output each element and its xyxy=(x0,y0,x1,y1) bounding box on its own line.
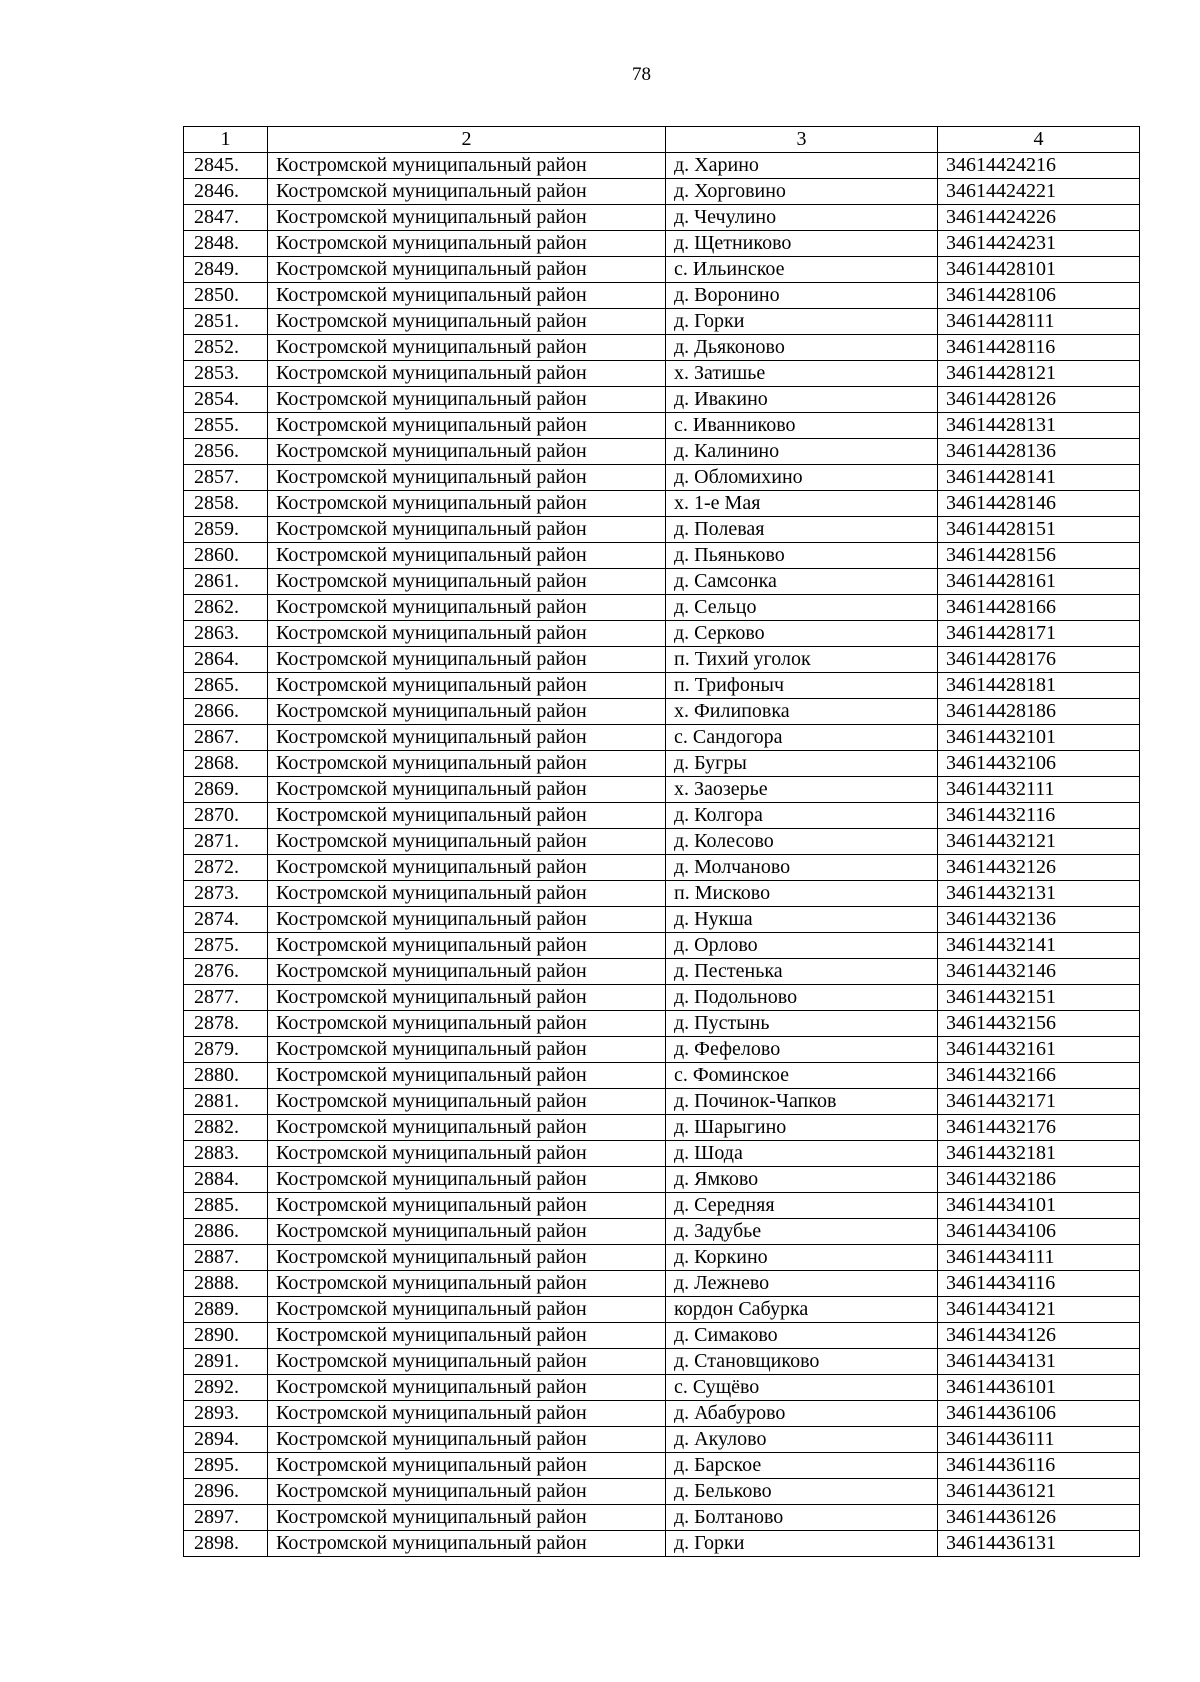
oktmo-code: 34614432181 xyxy=(938,1141,1140,1167)
district-name: Костромской муниципальный район xyxy=(268,1115,666,1141)
settlement-name: д. Бельково xyxy=(666,1479,938,1505)
district-name: Костромской муниципальный район xyxy=(268,751,666,777)
row-number: 2850. xyxy=(184,283,268,309)
oktmo-code: 34614432116 xyxy=(938,803,1140,829)
oktmo-code: 34614432176 xyxy=(938,1115,1140,1141)
table-row xyxy=(184,907,1140,933)
oktmo-code: 34614428131 xyxy=(938,413,1140,439)
row-number: 2892. xyxy=(184,1375,268,1401)
row-number: 2885. xyxy=(184,1193,268,1219)
oktmo-code: 34614436116 xyxy=(938,1453,1140,1479)
district-name: Костромской муниципальный район xyxy=(268,1401,666,1427)
district-name: Костромской муниципальный район xyxy=(268,881,666,907)
table-row xyxy=(184,1427,1140,1453)
table-row xyxy=(184,777,1140,803)
table-row xyxy=(184,621,1140,647)
oktmo-code: 34614434101 xyxy=(938,1193,1140,1219)
table-row xyxy=(184,465,1140,491)
table-row xyxy=(184,1037,1140,1063)
settlement-name: д. Молчаново xyxy=(666,855,938,881)
district-name: Костромской муниципальный район xyxy=(268,1193,666,1219)
settlement-name: д. Пьяньково xyxy=(666,543,938,569)
row-number: 2882. xyxy=(184,1115,268,1141)
oktmo-code: 34614432131 xyxy=(938,881,1140,907)
district-name: Костромской муниципальный район xyxy=(268,777,666,803)
district-name: Костромской муниципальный район xyxy=(268,1297,666,1323)
district-name: Костромской муниципальный район xyxy=(268,309,666,335)
row-number: 2853. xyxy=(184,361,268,387)
table-row xyxy=(184,855,1140,881)
row-number: 2848. xyxy=(184,231,268,257)
table-row xyxy=(184,1349,1140,1375)
oktmo-code: 34614436121 xyxy=(938,1479,1140,1505)
settlement-name: д. Орлово xyxy=(666,933,938,959)
settlement-name: д. Пестенька xyxy=(666,959,938,985)
oktmo-code: 34614428176 xyxy=(938,647,1140,673)
header-cell-3: 3 xyxy=(666,127,938,153)
table-row xyxy=(184,1167,1140,1193)
district-name: Костромской муниципальный район xyxy=(268,179,666,205)
row-number: 2887. xyxy=(184,1245,268,1271)
row-number: 2846. xyxy=(184,179,268,205)
oktmo-code: 34614434121 xyxy=(938,1297,1140,1323)
settlements-table xyxy=(183,126,1140,1557)
district-name: Костромской муниципальный район xyxy=(268,257,666,283)
row-number: 2879. xyxy=(184,1037,268,1063)
oktmo-code: 34614434116 xyxy=(938,1271,1140,1297)
district-name: Костромской муниципальный район xyxy=(268,491,666,517)
oktmo-code: 34614432136 xyxy=(938,907,1140,933)
header-cell-2: 2 xyxy=(268,127,666,153)
table-row xyxy=(184,1479,1140,1505)
table-row xyxy=(184,179,1140,205)
settlement-name: д. Починок-Чапков xyxy=(666,1089,938,1115)
oktmo-code: 34614436131 xyxy=(938,1531,1140,1557)
district-name: Костромской муниципальный район xyxy=(268,283,666,309)
settlement-name: д. Сельцо xyxy=(666,595,938,621)
oktmo-code: 34614434111 xyxy=(938,1245,1140,1271)
settlement-name: х. Заозерье xyxy=(666,777,938,803)
row-number: 2878. xyxy=(184,1011,268,1037)
table-row xyxy=(184,1063,1140,1089)
table-row xyxy=(184,1115,1140,1141)
settlement-name: д. Ямково xyxy=(666,1167,938,1193)
row-number: 2870. xyxy=(184,803,268,829)
settlement-name: д. Середняя xyxy=(666,1193,938,1219)
district-name: Костромской муниципальный район xyxy=(268,1453,666,1479)
row-number: 2869. xyxy=(184,777,268,803)
oktmo-code: 34614428171 xyxy=(938,621,1140,647)
oktmo-code: 34614432101 xyxy=(938,725,1140,751)
settlement-name: д. Горки xyxy=(666,309,938,335)
oktmo-code: 34614428166 xyxy=(938,595,1140,621)
settlement-name: д. Болтаново xyxy=(666,1505,938,1531)
district-name: Костромской муниципальный район xyxy=(268,621,666,647)
settlement-name: д. Становщиково xyxy=(666,1349,938,1375)
table-row xyxy=(184,283,1140,309)
oktmo-code: 34614434106 xyxy=(938,1219,1140,1245)
oktmo-code: 34614428146 xyxy=(938,491,1140,517)
settlement-name: с. Сандогора xyxy=(666,725,938,751)
row-number: 2856. xyxy=(184,439,268,465)
settlement-name: д. Воронино xyxy=(666,283,938,309)
oktmo-code: 34614428136 xyxy=(938,439,1140,465)
district-name: Костромской муниципальный район xyxy=(268,1505,666,1531)
oktmo-code: 34614428111 xyxy=(938,309,1140,335)
district-name: Костромской муниципальный район xyxy=(268,361,666,387)
table-row xyxy=(184,205,1140,231)
row-number: 2898. xyxy=(184,1531,268,1557)
district-name: Костромской муниципальный район xyxy=(268,569,666,595)
table-row xyxy=(184,1271,1140,1297)
row-number: 2872. xyxy=(184,855,268,881)
settlement-name: д. Шода xyxy=(666,1141,938,1167)
settlement-name: д. Горки xyxy=(666,1531,938,1557)
district-name: Костромской муниципальный район xyxy=(268,335,666,361)
row-number: 2863. xyxy=(184,621,268,647)
settlement-name: с. Ильинское xyxy=(666,257,938,283)
district-name: Костромской муниципальный район xyxy=(268,959,666,985)
settlement-name: д. Бугры xyxy=(666,751,938,777)
row-number: 2864. xyxy=(184,647,268,673)
oktmo-code: 34614428121 xyxy=(938,361,1140,387)
row-number: 2875. xyxy=(184,933,268,959)
settlement-name: с. Иванниково xyxy=(666,413,938,439)
settlement-name: д. Лежнево xyxy=(666,1271,938,1297)
row-number: 2873. xyxy=(184,881,268,907)
table-row xyxy=(184,1193,1140,1219)
table-header-row xyxy=(184,127,1140,153)
oktmo-code: 34614428156 xyxy=(938,543,1140,569)
row-number: 2854. xyxy=(184,387,268,413)
row-number: 2894. xyxy=(184,1427,268,1453)
row-number: 2884. xyxy=(184,1167,268,1193)
district-name: Костромской муниципальный район xyxy=(268,1427,666,1453)
oktmo-code: 34614424221 xyxy=(938,179,1140,205)
district-name: Костромской муниципальный район xyxy=(268,1375,666,1401)
oktmo-code: 34614432126 xyxy=(938,855,1140,881)
oktmo-code: 34614434126 xyxy=(938,1323,1140,1349)
table-row xyxy=(184,543,1140,569)
row-number: 2859. xyxy=(184,517,268,543)
settlement-name: д. Подольново xyxy=(666,985,938,1011)
district-name: Костромской муниципальный район xyxy=(268,1479,666,1505)
table-row xyxy=(184,335,1140,361)
row-number: 2893. xyxy=(184,1401,268,1427)
district-name: Костромской муниципальный район xyxy=(268,725,666,751)
row-number: 2855. xyxy=(184,413,268,439)
row-number: 2880. xyxy=(184,1063,268,1089)
district-name: Костромской муниципальный район xyxy=(268,543,666,569)
table-row xyxy=(184,153,1140,179)
district-name: Костромской муниципальный район xyxy=(268,1219,666,1245)
settlement-name: х. 1-е Мая xyxy=(666,491,938,517)
settlement-name: д. Задубье xyxy=(666,1219,938,1245)
settlement-name: д. Нукша xyxy=(666,907,938,933)
settlement-name: д. Хорговино xyxy=(666,179,938,205)
table-row xyxy=(184,725,1140,751)
table-row xyxy=(184,1245,1140,1271)
oktmo-code: 34614432121 xyxy=(938,829,1140,855)
settlement-name: д. Калинино xyxy=(666,439,938,465)
row-number: 2890. xyxy=(184,1323,268,1349)
table-row xyxy=(184,361,1140,387)
oktmo-code: 34614432166 xyxy=(938,1063,1140,1089)
district-name: Костромской муниципальный район xyxy=(268,1063,666,1089)
table-row xyxy=(184,881,1140,907)
settlement-name: д. Симаково xyxy=(666,1323,938,1349)
settlement-name: д. Самсонка xyxy=(666,569,938,595)
page-number: 78 xyxy=(632,64,651,85)
oktmo-code: 34614428186 xyxy=(938,699,1140,725)
row-number: 2891. xyxy=(184,1349,268,1375)
oktmo-code: 34614428161 xyxy=(938,569,1140,595)
header-cell-4: 4 xyxy=(938,127,1140,153)
settlement-name: д. Барское xyxy=(666,1453,938,1479)
settlement-name: х. Затишье xyxy=(666,361,938,387)
table-row xyxy=(184,829,1140,855)
row-number: 2852. xyxy=(184,335,268,361)
settlement-name: д. Коркино xyxy=(666,1245,938,1271)
district-name: Костромской муниципальный район xyxy=(268,829,666,855)
table-row xyxy=(184,1141,1140,1167)
row-number: 2862. xyxy=(184,595,268,621)
row-number: 2874. xyxy=(184,907,268,933)
oktmo-code: 34614428141 xyxy=(938,465,1140,491)
oktmo-code: 34614436101 xyxy=(938,1375,1140,1401)
table-row xyxy=(184,595,1140,621)
row-number: 2895. xyxy=(184,1453,268,1479)
row-number: 2860. xyxy=(184,543,268,569)
table-row xyxy=(184,1375,1140,1401)
district-name: Костромской муниципальный район xyxy=(268,647,666,673)
row-number: 2867. xyxy=(184,725,268,751)
settlement-name: д. Акулово xyxy=(666,1427,938,1453)
row-number: 2866. xyxy=(184,699,268,725)
district-name: Костромской муниципальный район xyxy=(268,387,666,413)
table-row xyxy=(184,933,1140,959)
settlement-name: д. Обломихино xyxy=(666,465,938,491)
oktmo-code: 34614432171 xyxy=(938,1089,1140,1115)
table-row xyxy=(184,1323,1140,1349)
table-row xyxy=(184,985,1140,1011)
district-name: Костромской муниципальный район xyxy=(268,1141,666,1167)
row-number: 2877. xyxy=(184,985,268,1011)
row-number: 2858. xyxy=(184,491,268,517)
settlement-name: п. Трифоныч xyxy=(666,673,938,699)
oktmo-code: 34614436106 xyxy=(938,1401,1140,1427)
settlement-name: х. Филиповка xyxy=(666,699,938,725)
settlement-name: д. Серково xyxy=(666,621,938,647)
oktmo-code: 34614424226 xyxy=(938,205,1140,231)
oktmo-code: 34614428101 xyxy=(938,257,1140,283)
oktmo-code: 34614432186 xyxy=(938,1167,1140,1193)
row-number: 2857. xyxy=(184,465,268,491)
district-name: Костромской муниципальный район xyxy=(268,907,666,933)
table-row xyxy=(184,1531,1140,1557)
table-row xyxy=(184,569,1140,595)
district-name: Костромской муниципальный район xyxy=(268,153,666,179)
header-cell-1: 1 xyxy=(184,127,268,153)
district-name: Костромской муниципальный район xyxy=(268,439,666,465)
oktmo-code: 34614428106 xyxy=(938,283,1140,309)
district-name: Костромской муниципальный район xyxy=(268,1245,666,1271)
settlement-name: д. Харино xyxy=(666,153,938,179)
row-number: 2876. xyxy=(184,959,268,985)
settlement-name: кордон Сабурка xyxy=(666,1297,938,1323)
settlement-name: д. Колгора xyxy=(666,803,938,829)
row-number: 2865. xyxy=(184,673,268,699)
settlement-name: д. Щетниково xyxy=(666,231,938,257)
district-name: Костромской муниципальный район xyxy=(268,1089,666,1115)
table-row xyxy=(184,1089,1140,1115)
row-number: 2845. xyxy=(184,153,268,179)
oktmo-code: 34614432146 xyxy=(938,959,1140,985)
district-name: Костромской муниципальный район xyxy=(268,413,666,439)
table-row xyxy=(184,1453,1140,1479)
row-number: 2868. xyxy=(184,751,268,777)
settlement-name: д. Абабурово xyxy=(666,1401,938,1427)
district-name: Костромской муниципальный район xyxy=(268,673,666,699)
row-number: 2847. xyxy=(184,205,268,231)
table-row xyxy=(184,1401,1140,1427)
settlement-name: п. Мисково xyxy=(666,881,938,907)
table-row xyxy=(184,1219,1140,1245)
district-name: Костромской муниципальный район xyxy=(268,205,666,231)
table-row xyxy=(184,413,1140,439)
table-body xyxy=(184,153,1140,1557)
oktmo-code: 34614428116 xyxy=(938,335,1140,361)
table-row xyxy=(184,491,1140,517)
district-name: Костромской муниципальный район xyxy=(268,595,666,621)
district-name: Костромской муниципальный район xyxy=(268,1011,666,1037)
row-number: 2851. xyxy=(184,309,268,335)
row-number: 2889. xyxy=(184,1297,268,1323)
district-name: Костромской муниципальный район xyxy=(268,803,666,829)
oktmo-code: 34614432161 xyxy=(938,1037,1140,1063)
table-row xyxy=(184,309,1140,335)
table-row xyxy=(184,1011,1140,1037)
district-name: Костромской муниципальный район xyxy=(268,933,666,959)
row-number: 2883. xyxy=(184,1141,268,1167)
settlement-name: д. Ивакино xyxy=(666,387,938,413)
table-row xyxy=(184,673,1140,699)
district-name: Костромской муниципальный район xyxy=(268,517,666,543)
table-row xyxy=(184,387,1140,413)
district-name: Костромской муниципальный район xyxy=(268,465,666,491)
table-row xyxy=(184,803,1140,829)
settlement-name: д. Шарыгино xyxy=(666,1115,938,1141)
table-row xyxy=(184,959,1140,985)
row-number: 2861. xyxy=(184,569,268,595)
district-name: Костромской муниципальный район xyxy=(268,1349,666,1375)
district-name: Костромской муниципальный район xyxy=(268,855,666,881)
district-name: Костромской муниципальный район xyxy=(268,699,666,725)
district-name: Костромской муниципальный район xyxy=(268,1271,666,1297)
settlement-name: п. Тихий уголок xyxy=(666,647,938,673)
table-row xyxy=(184,751,1140,777)
oktmo-code: 34614424216 xyxy=(938,153,1140,179)
row-number: 2888. xyxy=(184,1271,268,1297)
table-row xyxy=(184,257,1140,283)
settlement-name: д. Чечулино xyxy=(666,205,938,231)
district-name: Костромской муниципальный район xyxy=(268,1037,666,1063)
row-number: 2871. xyxy=(184,829,268,855)
settlement-name: д. Фефелово xyxy=(666,1037,938,1063)
district-name: Костромской муниципальный район xyxy=(268,1531,666,1557)
oktmo-code: 34614432151 xyxy=(938,985,1140,1011)
table-row xyxy=(184,517,1140,543)
row-number: 2881. xyxy=(184,1089,268,1115)
settlement-name: с. Фоминское xyxy=(666,1063,938,1089)
table-row xyxy=(184,699,1140,725)
row-number: 2886. xyxy=(184,1219,268,1245)
oktmo-code: 34614428181 xyxy=(938,673,1140,699)
table-row xyxy=(184,1297,1140,1323)
district-name: Костромской муниципальный район xyxy=(268,1167,666,1193)
oktmo-code: 34614432111 xyxy=(938,777,1140,803)
oktmo-code: 34614428126 xyxy=(938,387,1140,413)
settlement-name: с. Сущёво xyxy=(666,1375,938,1401)
district-name: Костромской муниципальный район xyxy=(268,985,666,1011)
table-row xyxy=(184,439,1140,465)
settlement-name: д. Колесово xyxy=(666,829,938,855)
row-number: 2849. xyxy=(184,257,268,283)
district-name: Костромской муниципальный район xyxy=(268,1323,666,1349)
table-row xyxy=(184,647,1140,673)
oktmo-code: 34614428151 xyxy=(938,517,1140,543)
oktmo-code: 34614436111 xyxy=(938,1427,1140,1453)
oktmo-code: 34614434131 xyxy=(938,1349,1140,1375)
table-row xyxy=(184,1505,1140,1531)
oktmo-code: 34614424231 xyxy=(938,231,1140,257)
oktmo-code: 34614432106 xyxy=(938,751,1140,777)
row-number: 2897. xyxy=(184,1505,268,1531)
row-number: 2896. xyxy=(184,1479,268,1505)
table-row xyxy=(184,231,1140,257)
settlement-name: д. Полевая xyxy=(666,517,938,543)
district-name: Костромской муниципальный район xyxy=(268,231,666,257)
settlement-name: д. Дьяконово xyxy=(666,335,938,361)
oktmo-code: 34614432141 xyxy=(938,933,1140,959)
oktmo-code: 34614432156 xyxy=(938,1011,1140,1037)
oktmo-code: 34614436126 xyxy=(938,1505,1140,1531)
settlement-name: д. Пустынь xyxy=(666,1011,938,1037)
